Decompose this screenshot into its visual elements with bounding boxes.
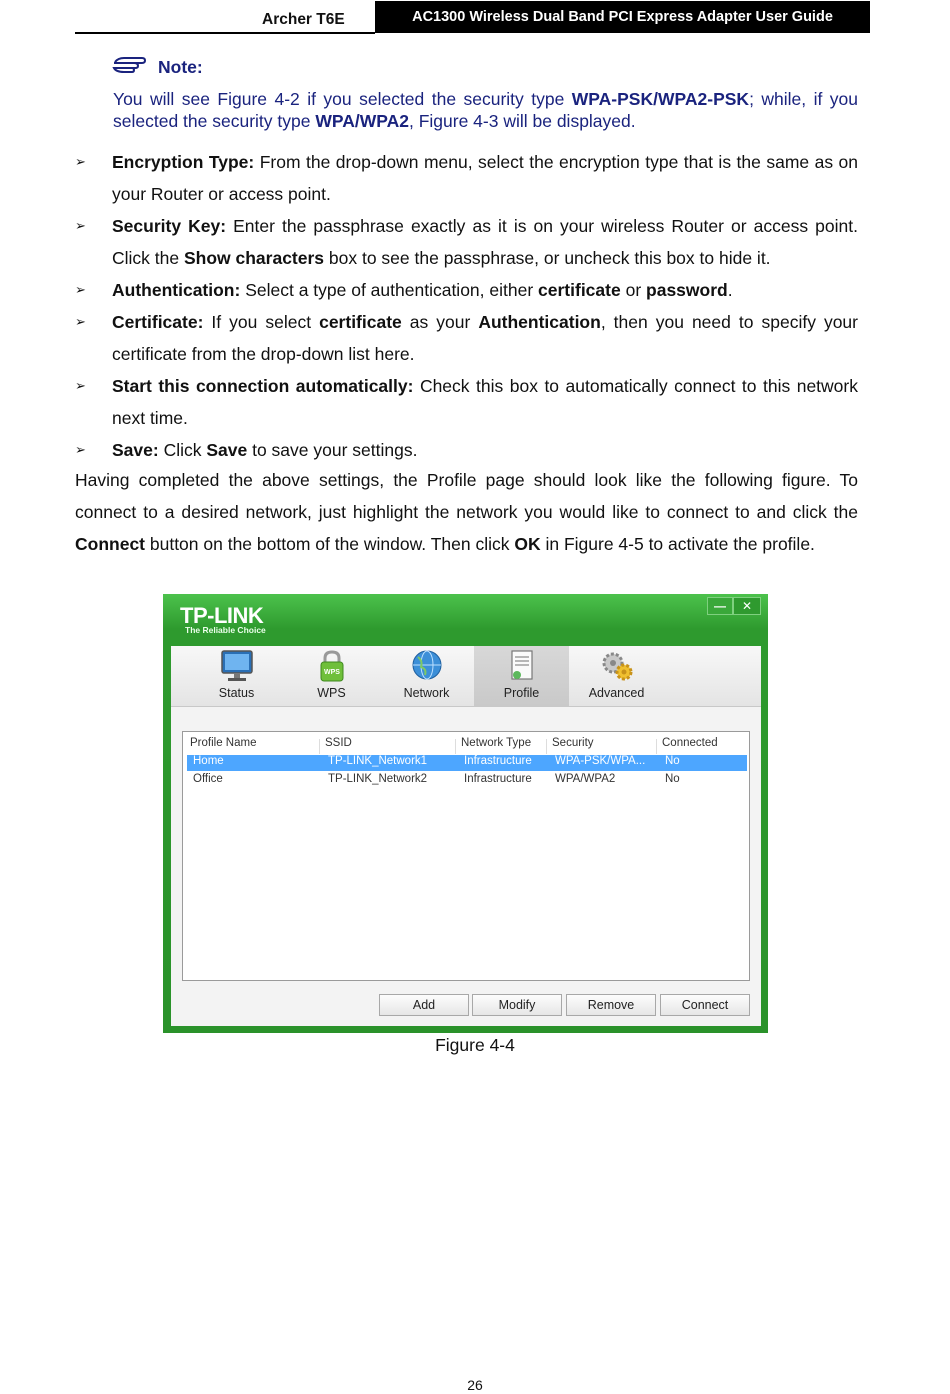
figure-caption: Figure 4-4: [435, 1035, 515, 1055]
modify-button[interactable]: Modify: [472, 994, 562, 1016]
instruction-paragraph: Having completed the above settings, the Profile page should look like the following figure. To connect to a desired network, just highlight the network you would like to connect to and click the Connect button on the bottom of the window. Then click OK in Figure 4-5 to activate the profile.: [75, 470, 858, 554]
wps-lock-icon: [314, 649, 350, 683]
column-divider: [319, 739, 320, 754]
header-rule: [75, 32, 375, 34]
column-header-profile-name[interactable]: Profile Name: [190, 737, 257, 749]
bullet-security-key: ➢ Security Key: Enter the passphrase exactly as it is on your wireless Router or access point. Click the Show characters box to see the passphrase, or uncheck this box to hide it.: [75, 210, 858, 274]
window-content: [171, 646, 761, 1026]
tab-status[interactable]: [189, 646, 284, 706]
profile-name-cell: Office: [193, 773, 223, 785]
bullet-authentication: ➢ Authentication: Select a type of authentication, either certificate or password.: [75, 274, 858, 306]
tab-advanced-label: Advanced: [588, 686, 645, 700]
bullet-encryption-type: ➢ Encryption Type: From the drop-down menu, select the encryption type that is the same as on your Router or access point.: [75, 146, 858, 210]
ssid-cell: TP-LINK_Network2: [328, 773, 428, 785]
profile-row-home[interactable]: [187, 755, 747, 771]
connected-cell: No: [665, 773, 680, 785]
minimize-button[interactable]: —: [707, 597, 733, 615]
security-cell: WPA/WPA2: [555, 773, 616, 785]
column-header-security[interactable]: Security: [552, 737, 594, 749]
remove-button[interactable]: Remove: [566, 994, 656, 1016]
connected-cell: No: [665, 755, 680, 767]
close-button[interactable]: ✕: [733, 597, 761, 615]
bullet-save: ➢ Save: Click Save to save your settings.: [75, 434, 858, 466]
brand-logo: TP-LINK: [180, 603, 264, 628]
monitor-icon: [219, 649, 255, 683]
column-divider: [455, 739, 456, 754]
profile-list-header: [183, 737, 749, 752]
tab-status-label: Status: [218, 686, 255, 700]
gears-icon: [599, 649, 635, 683]
document-icon: [504, 649, 540, 683]
pointing-hand-icon: [112, 56, 148, 76]
tab-network[interactable]: [379, 646, 474, 706]
header-guide-title: AC1300 Wireless Dual Band PCI Express Adapter User Guide: [375, 1, 870, 33]
security-cell: WPA-PSK/WPA...: [555, 755, 646, 767]
tab-wps-label: WPS: [317, 686, 346, 700]
bullet-start-automatically: ➢ Start this connection automatically: Check this box to automatically connect to this network next time.: [75, 370, 858, 434]
profile-list: [182, 731, 750, 981]
bullet-certificate: ➢ Certificate: If you select certificate as your Authentication, then you need to specify your certificate from the drop-down list here.: [75, 306, 858, 370]
network-type-cell: Infrastructure: [464, 773, 532, 785]
tab-wps[interactable]: [284, 646, 379, 706]
header-product-name: Archer T6E: [262, 11, 345, 28]
tab-profile[interactable]: [474, 646, 569, 706]
profile-row-office[interactable]: [187, 773, 747, 789]
column-header-ssid[interactable]: SSID: [325, 737, 352, 749]
profile-name-cell: Home: [193, 755, 224, 767]
column-header-network-type[interactable]: Network Type: [461, 737, 532, 749]
add-button[interactable]: Add: [379, 994, 469, 1016]
brand-tagline: The Reliable Choice: [185, 625, 266, 635]
page-number: 26: [467, 1377, 483, 1393]
column-divider: [656, 739, 657, 754]
ssid-cell: TP-LINK_Network1: [328, 755, 428, 767]
network-type-cell: Infrastructure: [464, 755, 532, 767]
tab-advanced[interactable]: [569, 646, 664, 706]
tab-profile-label: Profile: [503, 686, 540, 700]
column-header-connected[interactable]: Connected: [662, 737, 718, 749]
main-toolbar: [171, 646, 761, 707]
note-title: Note:: [158, 57, 203, 77]
note-body: You will see Figure 4-2 if you selected the security type WPA-PSK/WPA2-PSK; while, if you selected the security type WPA/WPA2, Figure 4-3 will be displayed.: [113, 89, 858, 131]
settings-bullet-list: [75, 146, 858, 466]
tplink-utility-window: [163, 594, 768, 1033]
svg-text:WPS: WPS: [324, 669, 340, 676]
globe-icon: [409, 649, 445, 683]
tab-network-label: Network: [403, 686, 450, 700]
column-divider: [546, 739, 547, 754]
connect-button[interactable]: Connect: [660, 994, 750, 1016]
